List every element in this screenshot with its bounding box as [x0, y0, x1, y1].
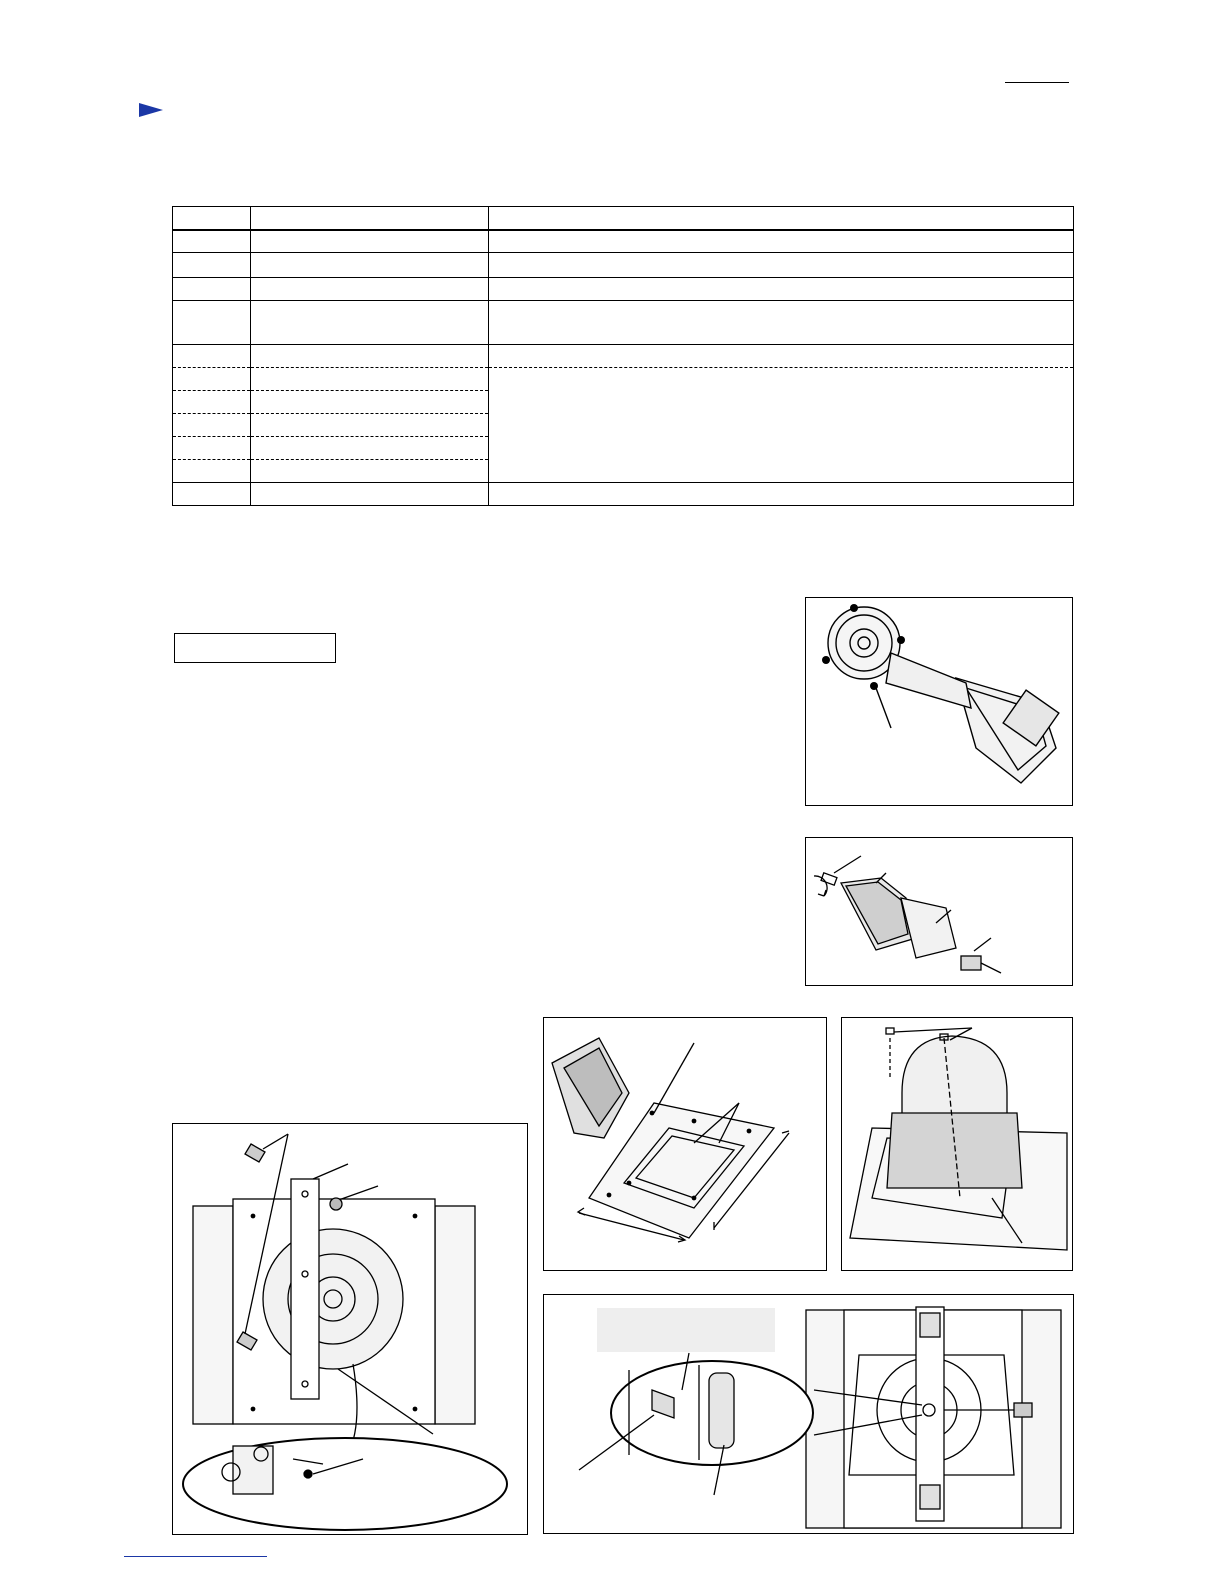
- table-row: [173, 391, 1074, 414]
- table-row: [173, 301, 1074, 345]
- gear-assembly-exploded-view-icon: [806, 838, 1072, 985]
- table-row: [173, 483, 1074, 506]
- section-label-box: [174, 633, 336, 663]
- table-row: [173, 437, 1074, 460]
- table-row: [173, 345, 1074, 368]
- specification-table: [172, 206, 1074, 506]
- table-header-row: [173, 207, 1074, 230]
- table-row: [173, 230, 1074, 253]
- footer-link-rule: [124, 1556, 267, 1557]
- table-row: [173, 253, 1074, 278]
- table-row: [173, 460, 1074, 483]
- section-arrow-icon: [139, 103, 163, 117]
- figure-jig-bar-clamp: [172, 1123, 528, 1535]
- caption-box: [597, 1308, 775, 1352]
- figure-gear-mounted: [841, 1017, 1073, 1271]
- table-row: [173, 368, 1074, 391]
- jig-plate-setup-icon: [544, 1018, 826, 1270]
- gear-assembly-mounted-on-plate-icon: [842, 1018, 1072, 1270]
- table-row: [173, 278, 1074, 301]
- figure-spindle-alignment: [543, 1294, 1074, 1534]
- table-row: [173, 414, 1074, 437]
- figure-housing: [805, 597, 1073, 806]
- header-rule: [1005, 82, 1069, 83]
- figure-gear-assembly: [805, 837, 1073, 986]
- figure-jig-plate: [543, 1017, 827, 1271]
- drill-housing-front-view-icon: [806, 598, 1072, 805]
- jig-bar-clamp-detail-icon: [173, 1124, 527, 1534]
